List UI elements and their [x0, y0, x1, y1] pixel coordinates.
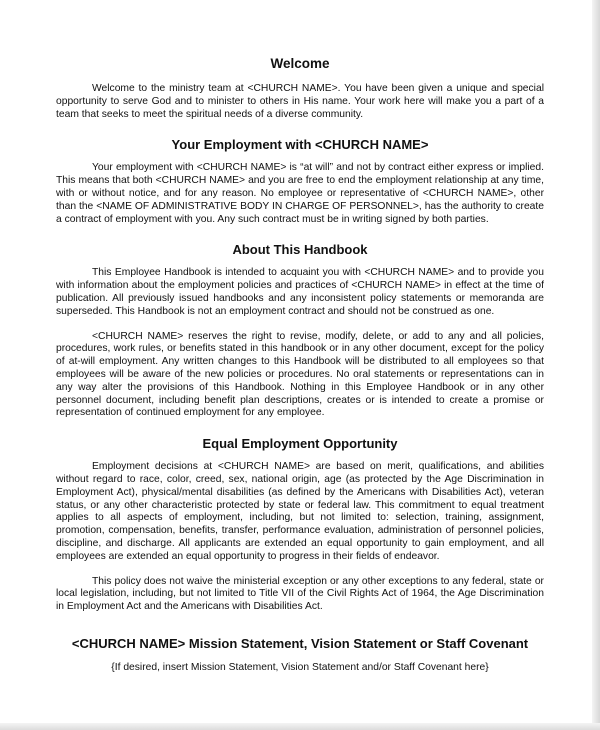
page-edge-shadow-bottom: [0, 723, 600, 730]
welcome-heading: Welcome: [270, 56, 330, 71]
welcome-paragraph: Welcome to the ministry team at <CHURCH NAME>. You have been given a unique and special opportunity to serve God and to minister to others in His name. Your work here will make you a part of a team that seeks to meet the spiritual needs of a diverse community.: [56, 83, 544, 120]
eeo-heading: Equal Employment Opportunity: [202, 436, 398, 452]
document-body: [56, 0, 544, 675]
handbook-paragraph-2: <CHURCH NAME> reserves the right to revise, modify, delete, or add to any and all policies, procedures, work rules, or benefits stated in this handbook or in any other document, except for the policy of at-will employment. Any written changes to this Handbook will be distributed to all employees so that employees will be aware of the new policies or procedures. No oral statements or representations can in any way alter the provisions of this Handbook. Nothing in this Employee Handbook or in any other personnel document, including benefit plan descriptions, creates or is intended to create a promise or representation of continued employment for any employee.: [56, 330, 544, 419]
employment-paragraph: Your employment with <CHURCH NAME> is “at will” and not by contract either express or implied. This means that both <CHURCH NAME> and you are free to end the employment relationship at any time, with or without notice, and for any reason. No employee or representative of <CHURCH NAME>, other than the <NAME OF ADMINISTRATIVE BODY IN CHARGE OF PERSONNEL>, has the authority to create a contract of employment with you. Any such contract must be in writing signed by both parties.: [56, 162, 544, 225]
mission-heading: <CHURCH NAME> Mission Statement, Vision Statement or Staff Covenant: [71, 635, 529, 651]
employment-heading: Your Employment with <CHURCH NAME>: [171, 137, 429, 153]
handbook-paragraph-1: This Employee Handbook is intended to acquaint you with <CHURCH NAME> and to provide you with information about the employment policies and practices of <CHURCH NAME> in effect at the time of publication. All previously issued handbooks and any inconsistent policy statements or memoranda are superseded. This Handbook is not an employment contract and should not be construed as one.: [56, 267, 544, 317]
eeo-paragraph-2: This policy does not waive the ministerial exception or any other exceptions to any federal, state or local legislation, including, but not limited to Title VII of the Civil Rights Act of 1964, the Age Discrimination in Employment Act and the Americans with Disabilities Act.: [56, 575, 544, 613]
page-edge-shadow-right: [592, 0, 600, 730]
mission-placeholder-note: {If desired, insert Mission Statement, Vision Statement and/or Staff Covenant here}: [111, 661, 489, 673]
handbook-heading: About This Handbook: [232, 242, 368, 258]
eeo-paragraph-1: Employment decisions at <CHURCH NAME> are based on merit, qualifications, and abilities without regard to race, color, creed, sex, national origin, age (as protected by the Age Discrimination in Employment Act), physical/mental disabilities (as defined by the Americans with Disabilities Act), veteran status, or any other characteristic protected by state or federal law. This commitment to equal treatment applies to all aspects of employment, including, but not limited to: selection, training, assignment, promotion, compensation, benefits, transfer, performance evaluation, administration of personnel policies, discipline, and discharge. All applicants are extended an equal opportunity to gain employment, and all employees are extended an equal opportunity to progress in their fields of endeavor.: [56, 461, 544, 562]
